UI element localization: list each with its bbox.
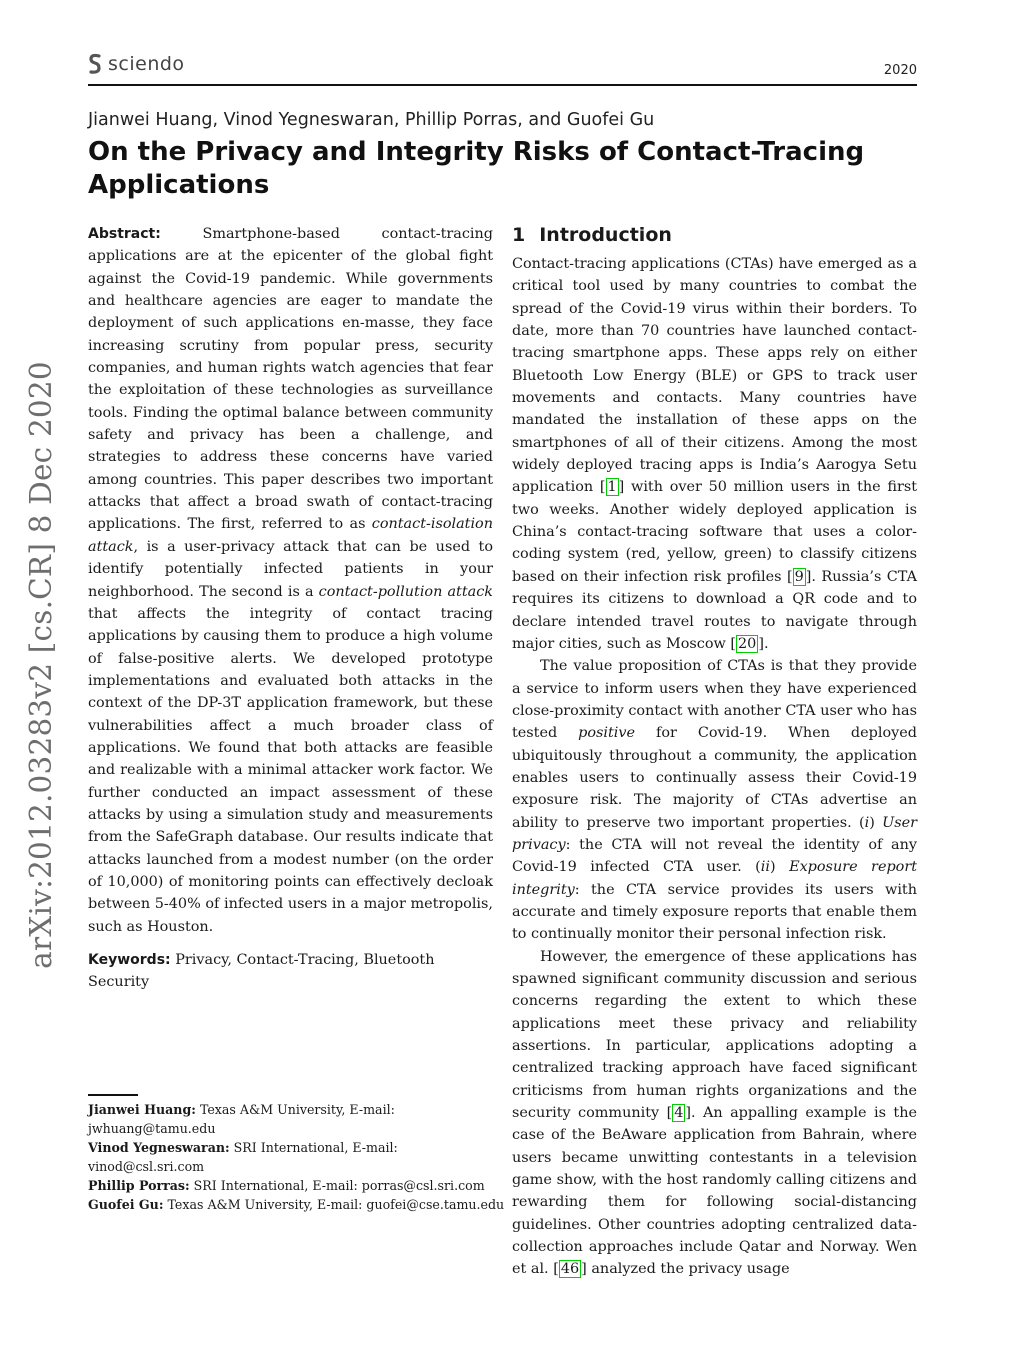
affiliation-item: Jianwei Huang: Texas A&M University, E-mail: jwhuang@tamu.edu	[88, 1102, 395, 1136]
publication-year: 2020	[883, 63, 917, 78]
citation-link[interactable]: 1	[607, 479, 617, 496]
affiliation-item: Phillip Porras: SRI International, E-mail: porras@csl.sri.com	[88, 1178, 485, 1193]
left-column	[88, 223, 493, 994]
publisher-logo	[88, 53, 185, 75]
abstract-label: Abstract:	[88, 226, 161, 242]
paper-title: On the Privacy and Integrity Risks of Contact-Tracing Applications	[88, 137, 865, 200]
citation-link[interactable]: 4	[674, 1105, 684, 1122]
keywords: Keywords: Privacy, Contact-Tracing, Bluetooth Security	[88, 952, 435, 991]
footnote-rule	[88, 1094, 138, 1096]
abstract: Abstract: Smartphone-based contact-tracing applications are at the epicenter of the global fight against the Covid-19 pandemic. While governments and healthcare agencies are eager to mandate the deployment of such applications en-masse, they face increasing scrutiny from popular press, security companies, and human rights watch agencies that fear the exploitation of these technologies as surveillance tools. Finding the optimal balance between community safety and privacy has been a challenge, and strategies to address these concerns have varied among countries. This paper describes two important attacks that affect a broad swath of contact-tracing applications. The first, referred to as contact-isolation attack, is a user-privacy attack that can be used to identify potentially infected patients in your neighborhood. The second is a contact-pollution attack that affects the integrity of contact tracing applications by causing them to produce a high volume of false-positive alerts. We developed prototype implementations and evaluated both attacks in the context of the DP-3T application framework, but these vulnerabilities affect a much broader class of applications. We found that both attacks are feasible and realizable with a minimal attacker work factor. We further conducted an impact assessment of these attacks by using a simulation study and measurements from the SafeGraph database. Our results indicate that attacks launched from a modest number (on the order of 10,000) of monitoring points can effectively decloak between 5-40% of infected users in a major metropolis, such as Houston.	[88, 226, 493, 935]
arxiv-stamp	[16, 361, 66, 969]
section-heading: 1 Introduction	[512, 224, 672, 246]
sciendo-logo-icon	[88, 53, 102, 75]
affiliation-item: Guofei Gu: Texas A&M University, E-mail: guofei@cse.tamu.edu	[88, 1197, 505, 1212]
citation-link[interactable]: 46	[560, 1261, 580, 1278]
intro-paragraph: Contact-tracing applications (CTAs) have emerged as a critical tool used by many countries to combat the spread of the Covid-19 virus within their borders. To date, more than 70 countries have launched contact-tracing smartphone apps. These apps rely on either Bluetooth Low Energy (BLE) or GPS to track user movements and contacts. Many countries have mandated the installation of these apps on the smartphones of all of their citizens. Among the most widely deployed tracing apps is India’s Aarogya Setu application [ 1 ] with over 50 million users in the first two weeks. Another widely deployed application is China’s contact-tracing software that uses a color-coding system (red, yellow, green) to classify citizens based on their infection risk profiles [ 9 ]. Russia’s CTA requires its citizens to download a QR code and to declare intended travel routes to navigate through major cities, such as Moscow [ 20 ].	[512, 256, 918, 652]
header-rule	[88, 84, 917, 86]
citation-link[interactable]: 9	[794, 568, 804, 585]
term-contact-isolation: contact-isolation attack	[88, 516, 493, 555]
citation-link[interactable]: 20	[738, 635, 757, 652]
intro-paragraph: However, the emergence of these applications has spawned significant community discussion and serious concerns regarding the extent to which these applications meet these privacy and reliability assertions. In particular, applications adopting a centralized tracking approach have faced significant criticisms from human rights organizations and the security community [ 4 ]. An appalling example is the case of the BeAware application from Bahrain, where users became unwitting contestants in a television game show, with the host randomly calling citizens and rewarding them for following social-distancing guidelines. Other countries adopting centralized data-collection approaches include Qatar and Norway. Wen et al. [ 46 ] analyzed the privacy usage	[512, 948, 917, 1278]
arxiv-identifier: arXiv:2012.03283v2 [cs.CR] 8 Dec 2020	[24, 361, 58, 969]
affiliation-item: Vinod Yegneswaran: SRI International, E-mail: vinod@csl.sri.com	[88, 1140, 398, 1174]
publisher-name: sciendo	[108, 53, 185, 75]
keywords-label: Keywords:	[88, 952, 171, 968]
term-contact-pollution: contact-pollution attack	[318, 583, 493, 600]
right-column	[512, 223, 917, 1281]
intro-paragraph: The value proposition of CTAs is that they provide a service to inform users when they have experienced close-proximity contact with another CTA user who has tested positive for Covid-19. When deployed ubiquitously throughout a community, the application enables users to continually assess their Covid-19 exposure risk. The majority of CTAs advertise an ability to preserve two important properties. (i) User privacy: the CTA will not reveal the identity of any Covid-19 infected CTA user. (ii) Exposure report integrity: the CTA service provides its users with accurate and timely exposure reports that enable them to continually monitor their personal infection risk.	[512, 658, 917, 943]
author-affiliations	[88, 1100, 508, 1214]
author-list: Jianwei Huang, Vinod Yegneswaran, Phillip Porras, and Guofei Gu	[88, 110, 655, 130]
